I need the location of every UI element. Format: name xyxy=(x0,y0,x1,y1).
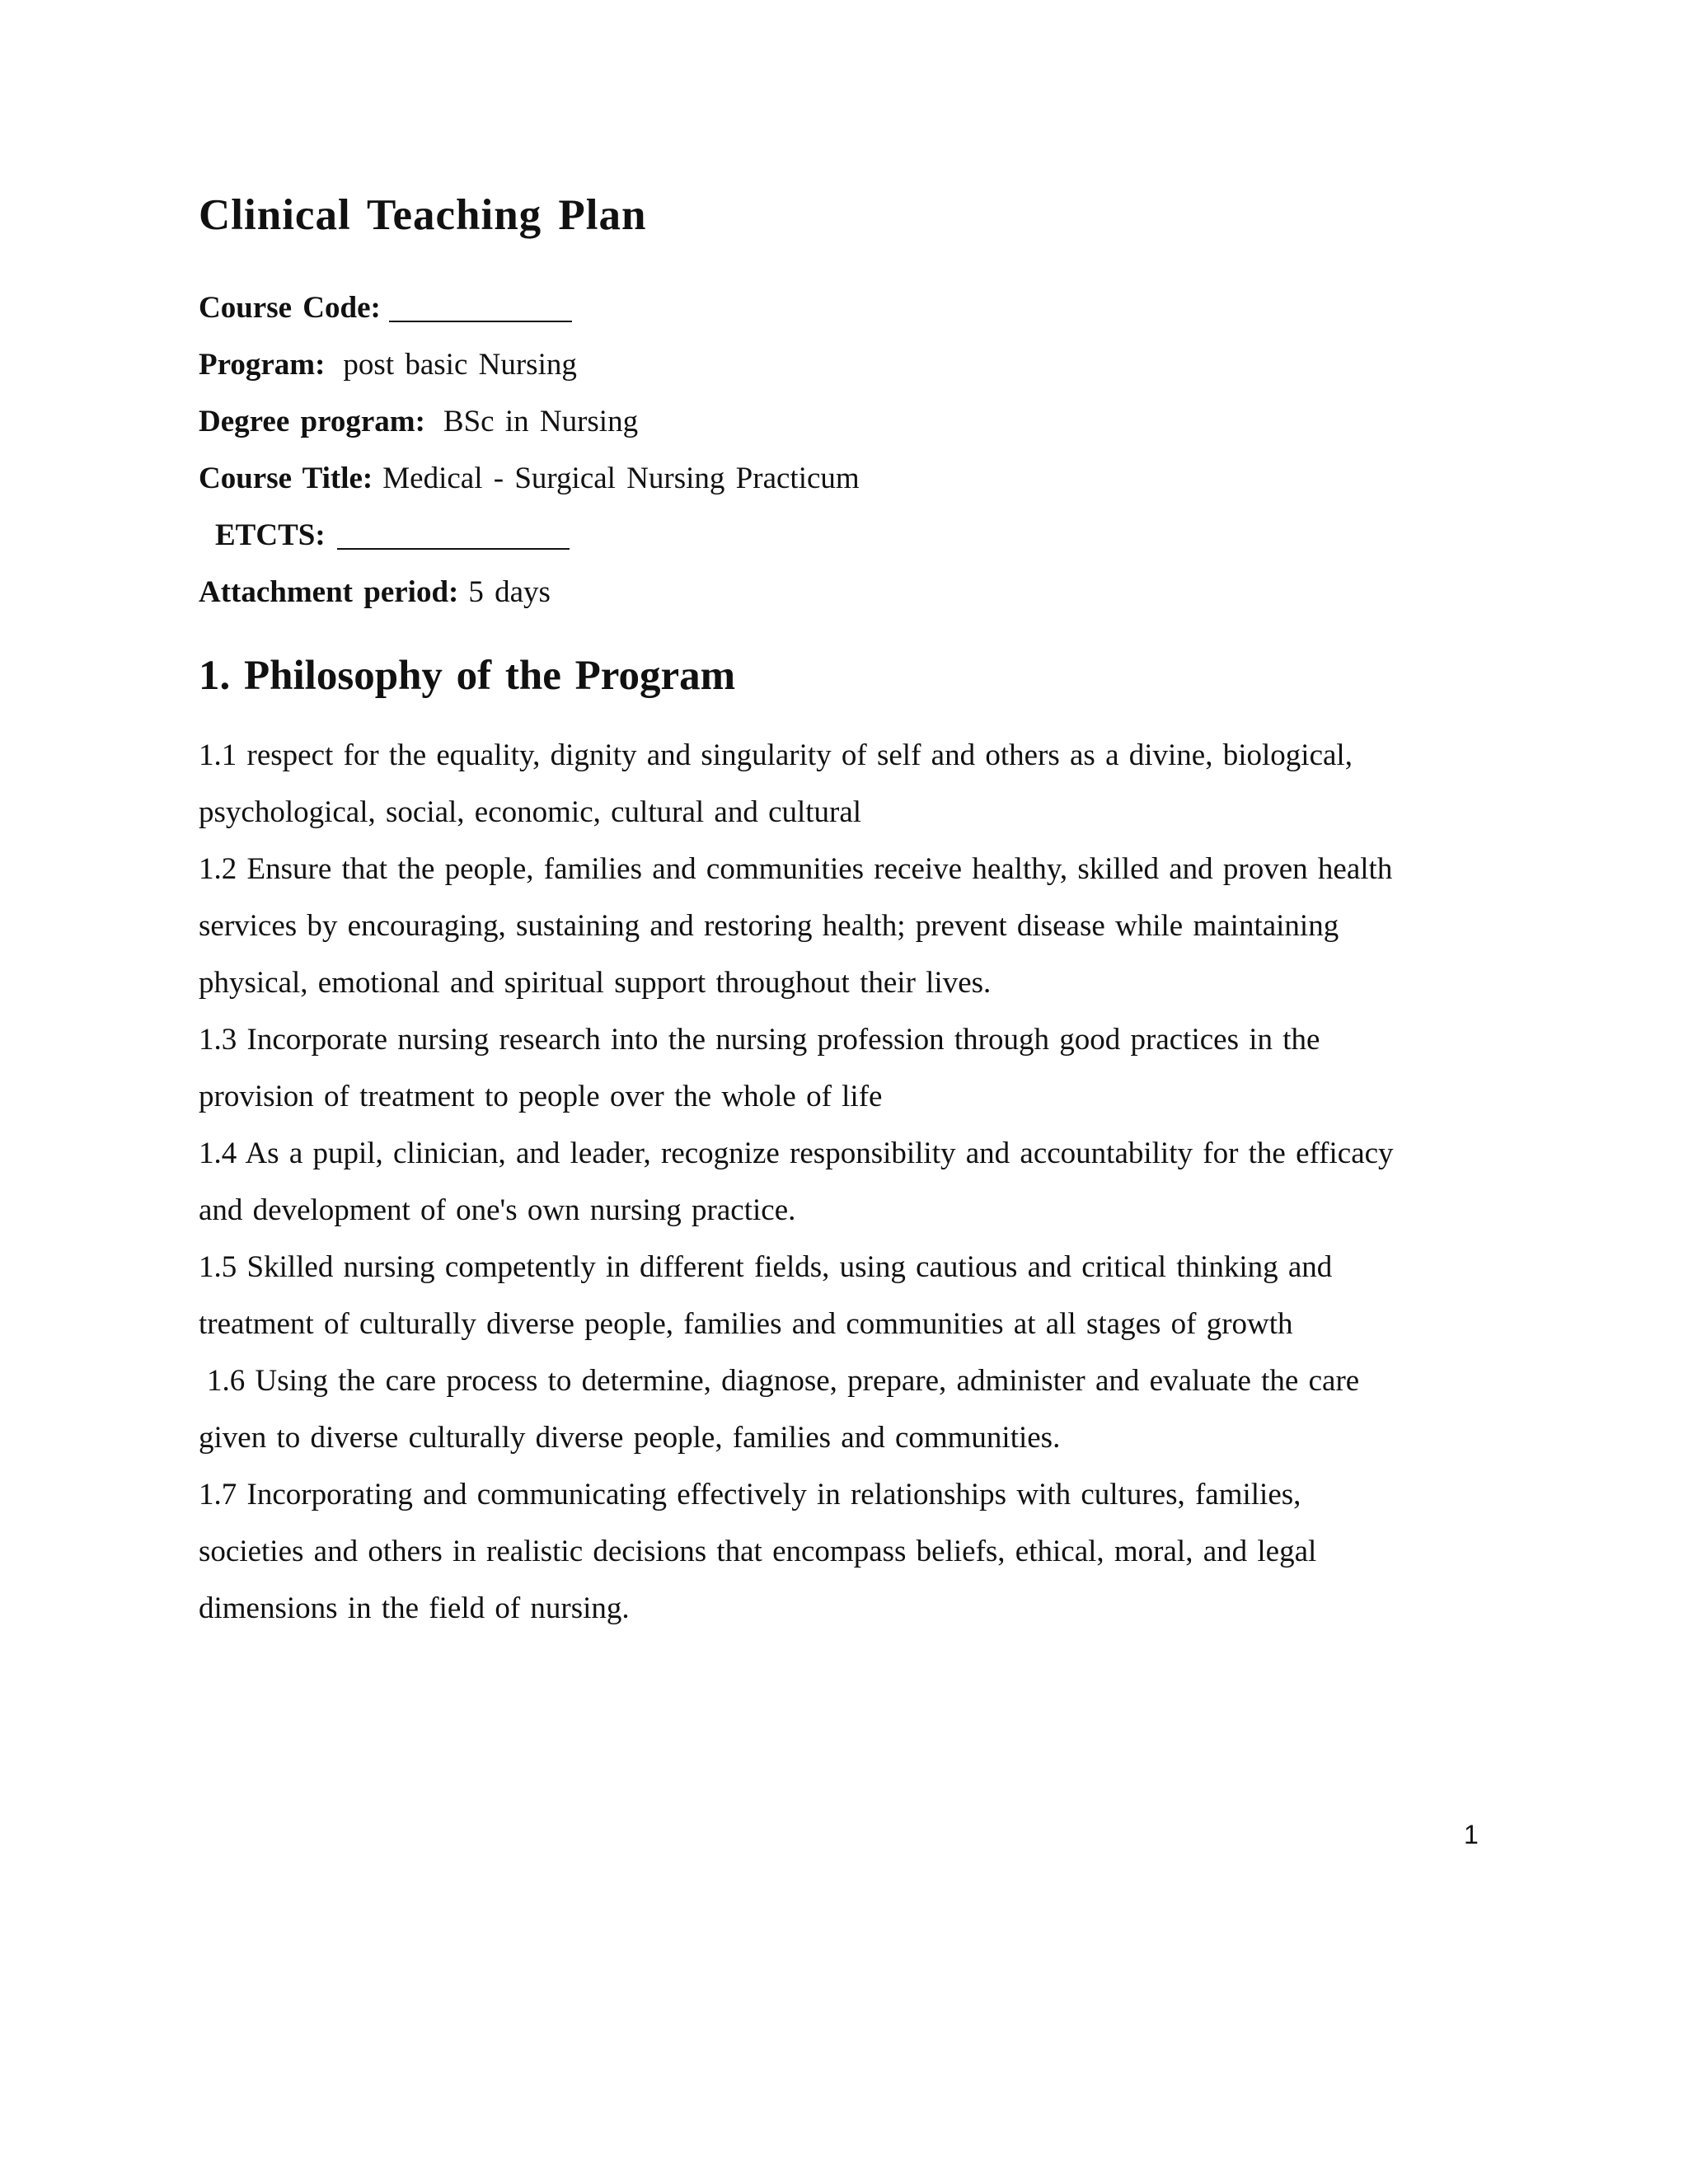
text-line: 1.3 Incorporate nursing research into the nursing profession through good practices in the xyxy=(199,1023,1320,1057)
page-number: 1 xyxy=(1464,1820,1479,1849)
course-code-label: Course Code: xyxy=(199,291,381,325)
degree-program-label: Degree program: xyxy=(199,405,425,438)
text-line: services by encouraging, sustaining and restoring health; prevent disease while maintaining xyxy=(199,909,1339,943)
program-label: Program: xyxy=(199,348,326,382)
etcts-blank xyxy=(337,515,570,550)
program-value: post basic Nursing xyxy=(343,348,577,382)
attachment-period-value: 5 days xyxy=(468,575,551,609)
document-title: Clinical Teaching Plan xyxy=(199,191,647,239)
text-line: 1.1 respect for the equality, dignity and singularity of self and others as a divine, biological, xyxy=(199,738,1353,772)
text-line: 1.6 Using the care process to determine, diagnose, prepare, administer and evaluate the care xyxy=(207,1364,1360,1398)
text-line: treatment of culturally diverse people, families and communities at all stages of growth xyxy=(199,1307,1293,1341)
text-line: given to diverse culturally diverse people, families and communities. xyxy=(199,1421,1061,1455)
text-line: 1.4 As a pupil, clinician, and leader, recognize responsibility and accountability for the efficacy xyxy=(199,1137,1394,1170)
text-line: 1.5 Skilled nursing competently in different fields, using cautious and critical thinking and xyxy=(199,1250,1333,1284)
course-title-label: Course Title: xyxy=(199,462,373,495)
course-code-blank xyxy=(389,288,572,322)
attachment-period-label: Attachment period: xyxy=(199,575,459,609)
course-title-value: Medical - Surgical Nursing Practicum xyxy=(382,462,860,495)
text-line: 1.2 Ensure that the people, families and communities receive healthy, skilled and proven health xyxy=(199,852,1393,886)
text-line: societies and others in realistic decisions that encompass beliefs, ethical, moral, and legal xyxy=(199,1535,1317,1568)
degree-program-value: BSc in Nursing xyxy=(443,405,639,438)
text-line: 1.7 Incorporating and communicating effectively in relationships with cultures, families, xyxy=(199,1478,1301,1511)
text-line: provision of treatment to people over the whole of life xyxy=(199,1080,883,1113)
philosophy-text xyxy=(199,727,1484,1637)
text-line: dimensions in the field of nursing. xyxy=(199,1591,630,1625)
text-line: psychological, social, economic, cultural and cultural xyxy=(199,795,862,829)
attachment-period-row xyxy=(199,564,1517,621)
course-title-row xyxy=(199,450,1517,507)
degree-program-row xyxy=(199,393,1517,450)
text-line: and development of one's own nursing practice. xyxy=(199,1193,796,1227)
course-code-row xyxy=(199,279,1517,336)
section-heading: 1. Philosophy of the Program xyxy=(199,653,736,699)
etcts-label: ETCTS: xyxy=(215,518,326,552)
course-details xyxy=(199,279,1517,621)
etcts-row xyxy=(199,507,1517,564)
text-line: physical, emotional and spiritual support throughout their lives. xyxy=(199,966,992,1000)
program-row xyxy=(199,336,1517,393)
